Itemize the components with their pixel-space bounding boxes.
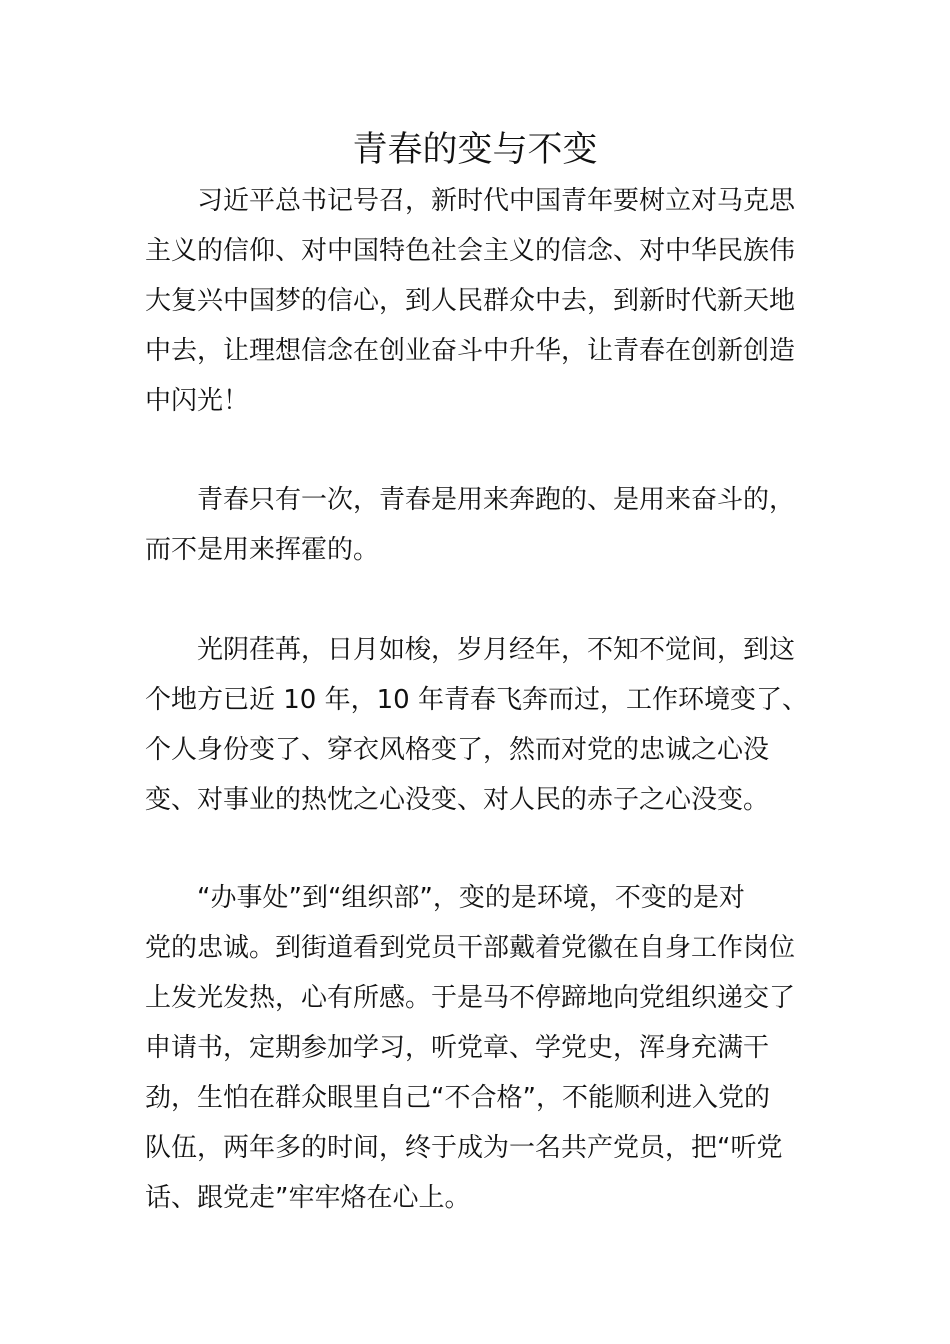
paragraph-1: [145, 176, 810, 426]
paragraph-line: 主义的信仰、对中国特色社会主义的信念、对中华民族伟: [145, 236, 796, 266]
paragraph-2: [145, 475, 810, 575]
paragraph-line: 习近平总书记号召，新时代中国青年要树立对马克思: [197, 186, 796, 216]
paragraph-line: 光阴荏苒，日月如梭，岁月经年，不知不觉间，到这: [197, 635, 796, 665]
document-title: 青春的变与不变: [352, 130, 598, 170]
paragraph-line: 中去，让理想信念在创业奋斗中升华，让青春在创新创造: [145, 336, 796, 366]
paragraph-line: 队伍，两年多的时间，终于成为一名共产党员，把“听党: [145, 1133, 783, 1163]
paragraph-line: 大复兴中国梦的信心，到人民群众中去，到新时代新天地: [145, 286, 796, 316]
paragraph-3: [145, 625, 810, 825]
paragraph-line: 而不是用来挥霍的。: [145, 535, 380, 565]
paragraph-4: [145, 873, 810, 1223]
paragraph-line: 变、对事业的热忱之心没变、对人民的赤子之心没变。: [145, 785, 770, 815]
paragraph-line: 中闪光！: [145, 386, 250, 416]
paragraph-line: 个地方已近 10 年，10 年青春飞奔而过，工作环境变了、: [145, 685, 808, 715]
paragraph-line: 申请书，定期参加学习，听党章、学党史，浑身充满干: [145, 1033, 770, 1063]
paragraph-line: 个人身份变了、穿衣风格变了，然而对党的忠诚之心没: [145, 735, 770, 765]
paragraph-line: “办事处”到“组织部”，变的是环境，不变的是对: [197, 883, 745, 913]
paragraph-line: 劲，生怕在群众眼里自己“不合格”，不能顺利进入党的: [145, 1083, 770, 1113]
paragraph-line: 上发光发热，心有所感。于是马不停蹄地向党组织递交了: [145, 983, 796, 1013]
paragraph-line: 党的忠诚。到街道看到党员干部戴着党徽在自身工作岗位: [145, 933, 796, 963]
paragraph-line: 青春只有一次，青春是用来奔跑的、是用来奋斗的，: [197, 485, 796, 515]
paragraph-line: 话、跟党走”牢牢烙在心上。: [145, 1183, 471, 1213]
